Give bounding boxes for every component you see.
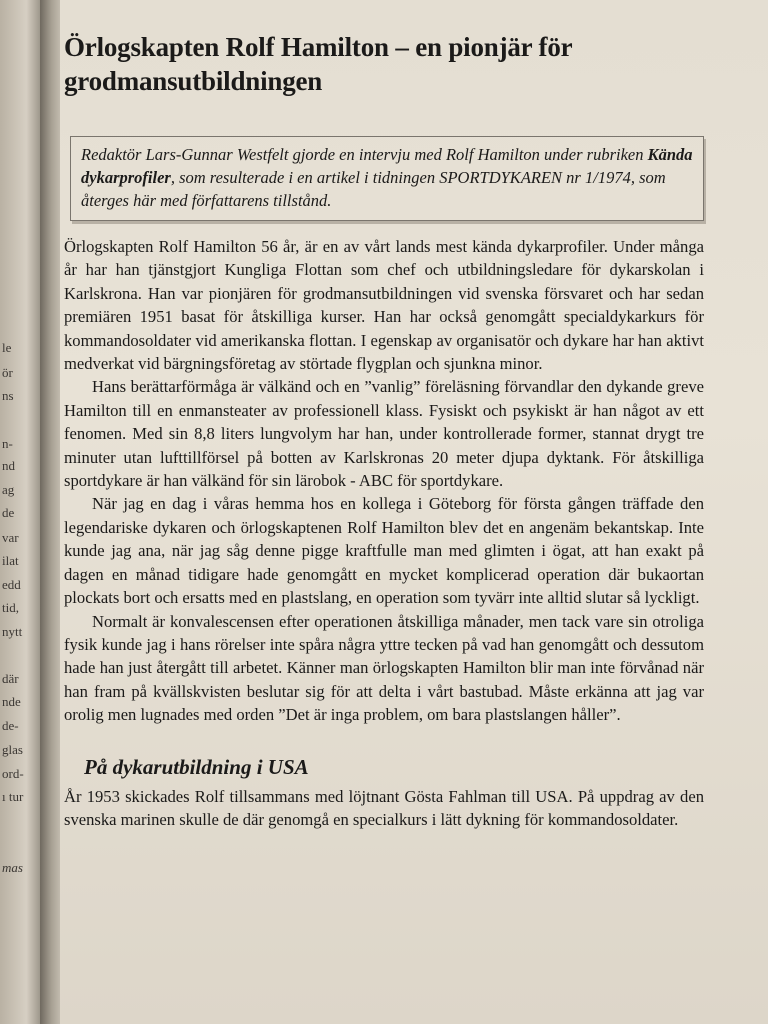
paragraph: När jag en dag i våras hemma hos en kollega i Göteborg för första gången träffade den legendariske dykaren och örlogskaptenen Rolf Hamilton blev det en angenäm bekantskap. Inte kunde jag ana, när jag såg denne pigge kraftfulle man med glimten i ögat, att han exakt på dagen en månad tidigare hade genomgått en mycket komplicerad operation där bukaortan plockats bort och ersatts med en plastslang, en operation som tyvärr inte alltid slutar så lyckligt. (64, 494, 704, 608)
margin-fragment: n- (2, 436, 13, 451)
margin-fragment: edd (2, 577, 21, 592)
margin-fragment: ns (2, 388, 14, 403)
margin-fragment: nde (2, 694, 21, 709)
margin-fragment: ord- (2, 766, 24, 781)
paragraph: År 1953 skickades Rolf tillsammans med löjtnant Gösta Fahlman till USA. På uppdrag av den svenska marinen skulle de där genomgå en specialkurs i lätt dykning för kommandosoldater. (64, 786, 704, 829)
margin-fragment: glas (2, 742, 23, 757)
intro-box (70, 136, 704, 221)
margin-fragment: le (2, 340, 12, 355)
margin-fragment: ör (2, 365, 13, 380)
margin-fragment: mas (2, 860, 23, 875)
paragraph: Normalt är konvalescensen efter operationen åtskilliga månader, men tack vare sin otroliga fysik kunde jag i hans rörelser inte spåra några yttre tecken på vad han genomgått och dessutom hade han just återgått till arbetet. Känner man örlogskapten Hamilton blir man inte förvånad när han fram på kvällskvisten beslutar sig för att delta i vårt bastubad. Måste erkänna att jag var orolig men lugnades med orden ”Det är inga problem, om bara plastslangen håller”. (64, 611, 704, 725)
margin-fragment: ag (2, 482, 15, 497)
margin-fragment: ilat (2, 553, 19, 568)
intro-text-end: , som resulterade i en artikel i tidningen SPORTDYKAREN nr 1/1974, som återges här med författarens tillstånd. (81, 168, 666, 210)
margin-fragment: var (2, 530, 19, 545)
section-body (64, 785, 704, 832)
margin-fragment: nd (2, 458, 15, 473)
margin-fragment: där (2, 671, 19, 686)
intro-text-start: Redaktör Lars-Gunnar Westfelt gjorde en intervju med Rolf Hamilton under rubriken (81, 145, 648, 164)
intro-column-name: Kända dykarprofiler (81, 145, 693, 187)
margin-fragment: de- (2, 718, 19, 733)
article (64, 30, 704, 831)
article-title: Örlogskapten Rolf Hamilton – en pionjär för grodmansutbildningen (64, 32, 572, 96)
book-page (60, 0, 768, 1024)
margin-fragment: de (2, 505, 15, 520)
margin-fragment: ı tur (2, 789, 24, 804)
paragraph: Örlogskapten Rolf Hamilton 56 år, är en av vårt lands mest kända dykarprofiler. Under många år har han tjänstgjort Kungliga Flottan som chef och utbildningsledare för dykarskolan i Karlskrona. Han var pionjären för grodmansutbildningen vid svenska försvaret och har sedan premiären 1951 basat för åtskilliga kurser. Han har också genomgått specialdykarkurs för kommandosoldater vid amerikanska flottan. I egenskap av organisatör och dykare har han aktivt medverkat vid bärgningsföretag av störtade flygplan och sjunkna minor. (64, 237, 704, 374)
margin-fragment: tid, (2, 600, 19, 615)
left-page-edge (0, 0, 44, 1024)
section-heading: På dykarutbildning i USA (84, 754, 309, 779)
article-body (64, 235, 704, 727)
paragraph: Hans berättarförmåga är välkänd och en ”vanlig” föreläsning förvandlar den dykande greve Hamilton till en enmansteater av professionell klass. Fysiskt och psykiskt är han något av ett fenomen. Med sin 8,8 liters lungvolym har han, under kontrollerade former, stannat drygt tre minuter utan lufttillförsel på botten av Karlskronas 20 meter djupa dyktank. För åtskilliga sportdykare är han välkänd för sin lärobok - ABC för sportdykare. (64, 377, 704, 491)
margin-fragment: nytt (2, 624, 23, 639)
